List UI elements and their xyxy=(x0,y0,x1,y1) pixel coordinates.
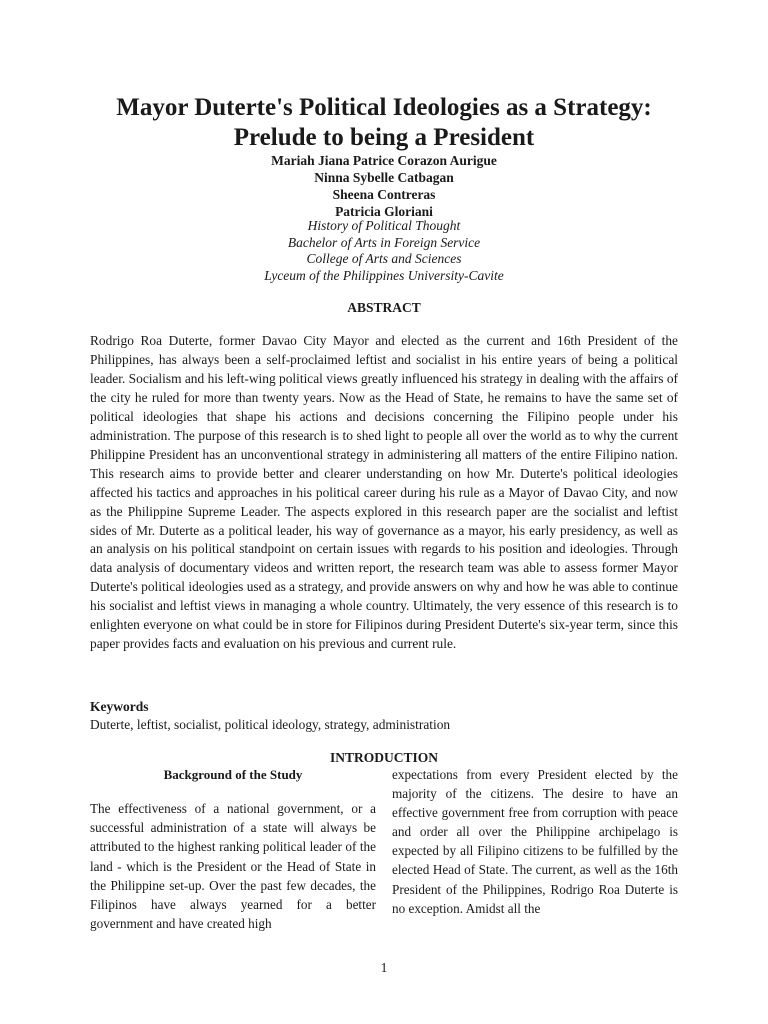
author-name: Ninna Sybelle Catbagan xyxy=(314,170,454,185)
background-heading: Background of the Study xyxy=(163,767,303,782)
affiliation-block xyxy=(60,218,708,284)
affiliation-program: Bachelor of Arts in Foreign Service xyxy=(287,234,481,250)
intro-right-column: expectations from every President elected by the majority of the citizens. The desire to have an effective government free from corruption with peace and order all over the Philippine archipelago is expected by all Filipino citizens to be fulfilled by the elected Head of State. The current, as well as the 16th President of the Philippines, Rodrigo Roa Duterte is no exception. Amidst all the xyxy=(392,767,678,916)
affiliation-course: History of Political Thought xyxy=(307,218,461,233)
intro-left-column: The effectiveness of a national government, or a successful administration of a state will always be attributed to the highest ranking political leader of the land - which is the President or the Head of State in the Philippine set-up. Over the past few decades, the Filipinos have always yearned for a better government and have created high xyxy=(90,801,376,932)
author-name: Patricia Gloriani xyxy=(335,204,433,219)
affiliation-university: Lyceum of the Philippines University-Cavite xyxy=(264,267,504,283)
introduction-heading: INTRODUCTION xyxy=(329,750,438,765)
keywords-text: Duterte, leftist, socialist, political ideology, strategy, administration xyxy=(90,717,451,732)
abstract-text: Rodrigo Roa Duterte, former Davao City Mayor and elected as the current and 16th President of the Philippines, has always been a self-proclaimed leftist and socialist in his entire years of being a political leader. Socialism and his left-wing political views greatly influenced his strategy in dealing with the affairs of the city he ruled for more than twenty years. Now as the Head of State, he remains to have the same set of political ideologies that shape his actions and decisions concerning the Filipino people under his administration. The purpose of this research is to shed light to people all over the world as to why the current Philippine President has an unconventional strategy in administering all matters of the entire Filipino nation. This research aims to provide better and clearer understanding on how Mr. Duterte's political ideologies affected his tactics and approaches in his political career during his rule as a Mayor of Davao City, and now as the Philippine Supreme Leader. The aspects explored in this research paper are the socialist and leftist sides of Mr. Duterte as a political leader, his way of governance as a mayor, his early presidency, as well as an analysis on his political standpoint on certain issues with regards to his position and ideologies. Through data analysis of documentary videos and written report, the research team was able to assess former Mayor Duterte's political ideologies used as a strategy, and provide answers on why and how he was able to continue his socialist and leftist views in managing a whole country. Ultimately, the very essence of this research is to enlighten everyone on what could be in store for Filipinos during President Duterte's six-year term, since this paper provides facts and evaluation on his previous and current rule. xyxy=(90,333,678,652)
author-list xyxy=(60,152,708,220)
title-line-2: Prelude to being a President xyxy=(233,124,535,151)
paper-title xyxy=(60,93,708,153)
affiliation-college: College of Arts and Sciences xyxy=(306,251,462,266)
abstract-heading: ABSTRACT xyxy=(347,300,421,315)
page-number: 1 xyxy=(380,960,388,975)
author-name: Sheena Contreras xyxy=(332,187,436,202)
author-name: Mariah Jiana Patrice Corazon Aurigue xyxy=(271,153,497,168)
title-line-1: Mayor Duterte's Political Ideologies as a Strategy: xyxy=(116,94,652,121)
keywords-heading: Keywords xyxy=(90,699,149,714)
